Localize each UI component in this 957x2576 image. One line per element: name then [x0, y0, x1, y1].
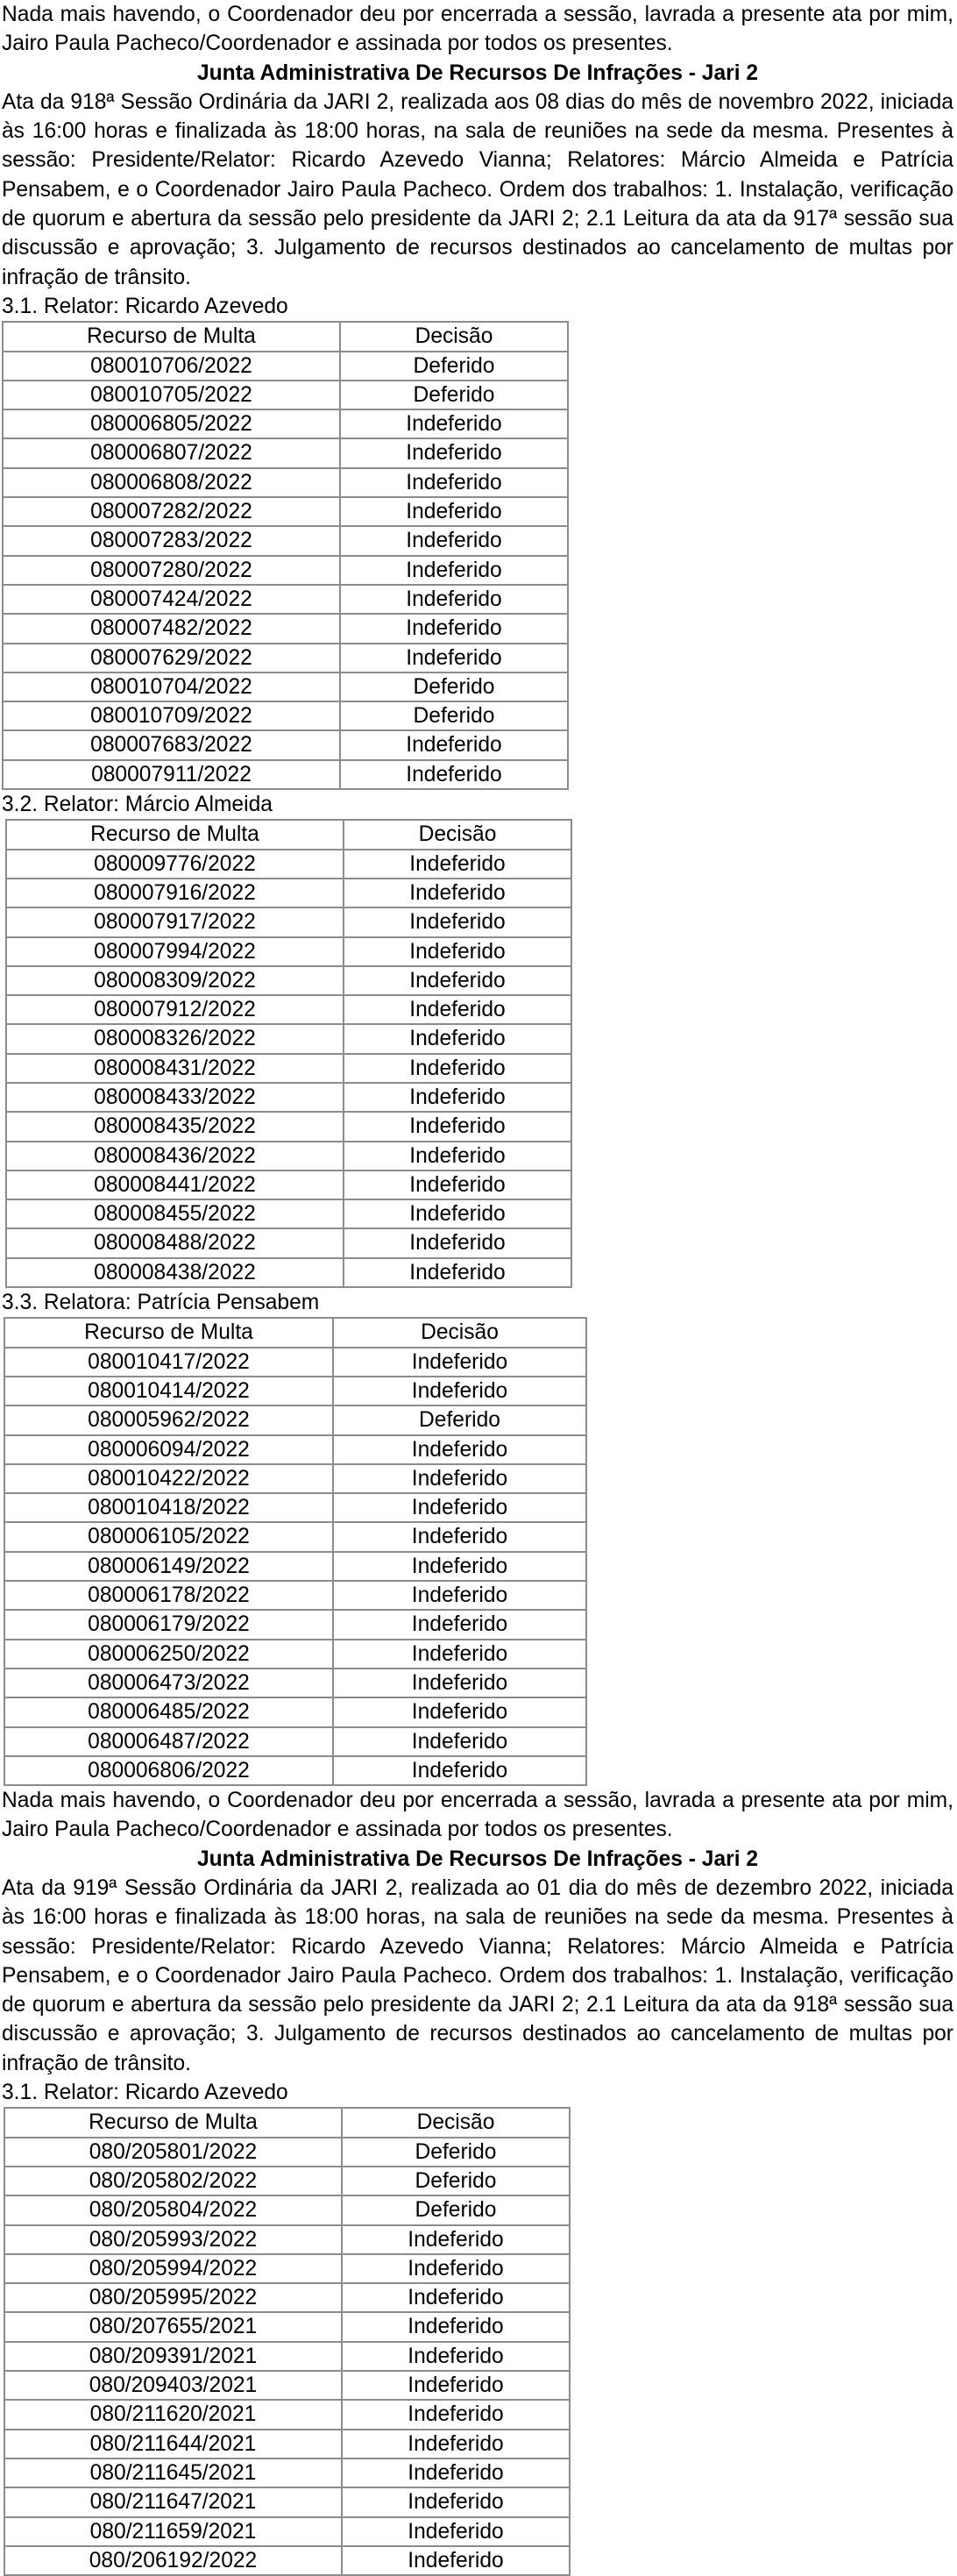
appeal-number: 080007683/2022	[3, 730, 340, 759]
rapporteur-heading: 3.1. Relator: Ricardo Azevedo	[2, 294, 288, 318]
table-row	[4, 2167, 570, 2195]
appeal-number: 080008436/2022	[6, 1142, 344, 1171]
table-row	[6, 1171, 571, 1199]
appeal-number: 080/211644/2021	[4, 2430, 342, 2459]
appeal-number: 080007283/2022	[3, 526, 340, 555]
decision: Indeferido	[344, 1083, 571, 1112]
table-row	[3, 381, 568, 409]
paragraph: Nada mais havendo, o Coordenador deu por encerrada a sessão, lavrada a presente ata por mim, Jairo Paula Pacheco/Coordenador e assinada por todos os presentes.	[2, 3, 953, 56]
table-row	[4, 2283, 570, 2312]
appeal-number: 080006149/2022	[4, 1552, 333, 1581]
appeal-number: 080010709/2022	[3, 701, 340, 730]
appeal-number: 080007994/2022	[6, 937, 344, 966]
decision: Indeferido	[340, 730, 568, 759]
decision: Deferido	[340, 352, 568, 381]
appeal-number: 080008488/2022	[6, 1228, 344, 1257]
decision: Deferido	[340, 701, 568, 730]
decision: Indeferido	[340, 438, 568, 467]
appeal-number: 080006179/2022	[4, 1610, 333, 1639]
paragraph: Ata da 918ª Sessão Ordinária da JARI 2, realizada aos 08 dias do mês de novembro 2022, iniciada às 16:00 horas e finalizada às 18:00 horas, na sala de reuniões na sede da mesma. Presentes à sessão: Presidente/Relator: Ricardo Azevedo Vianna; Relatores: Márcio Almeida e Patrícia Pensabem, e o Coordenador Jairo Paula Pacheco. Ordem dos trabalhos: 1. Instalação, verificação de quorum e abertura da sessão pelo presidente da JARI 2; 2.1 Leitura da ata da 917ª sessão sua discussão e aprovação; 3. Julgamento de recursos destinados ao cancelamento de multas por infração de trânsito.	[2, 89, 953, 289]
appeal-number: 080006105/2022	[4, 1522, 333, 1551]
table-row	[4, 1348, 586, 1377]
rapporteur-heading: 3.3. Relatora: Patrícia Pensabem	[2, 1291, 320, 1315]
table-row	[4, 1522, 586, 1551]
appeal-number: 080/209391/2021	[4, 2342, 342, 2371]
rapporteur-heading: 3.1. Relator: Ricardo Azevedo	[2, 2081, 288, 2105]
table-row	[4, 2517, 570, 2546]
appeal-number: 080010704/2022	[3, 672, 340, 701]
table-row	[6, 937, 571, 966]
appeal-number: 080007280/2022	[3, 556, 340, 585]
table-row	[6, 850, 571, 879]
table-row	[4, 2459, 570, 2487]
table-row	[6, 1024, 571, 1053]
table-row	[4, 2371, 570, 2400]
appeal-number: 080008455/2022	[6, 1199, 344, 1228]
appeal-number: 080006487/2022	[4, 1727, 333, 1756]
table-row	[4, 2487, 570, 2516]
decision: Indeferido	[340, 585, 568, 614]
decision: Indeferido	[344, 1054, 571, 1083]
table-row	[4, 1493, 586, 1522]
table-row	[3, 701, 568, 730]
table-row	[4, 1697, 586, 1726]
decision: Indeferido	[333, 1697, 586, 1726]
appeal-number: 080/211645/2021	[4, 2459, 342, 2487]
decision: Indeferido	[333, 1610, 586, 1639]
table-row	[4, 1610, 586, 1639]
decision-table	[4, 2107, 571, 2576]
column-header: Decisão	[333, 1318, 586, 1347]
decision: Indeferido	[344, 879, 571, 907]
decision-table	[4, 1317, 587, 1786]
appeal-number: 080006485/2022	[4, 1697, 333, 1726]
column-header: Decisão	[344, 820, 571, 849]
appeal-number: 080008433/2022	[6, 1083, 344, 1112]
decision: Indeferido	[333, 1377, 586, 1405]
decision: Indeferido	[344, 966, 571, 995]
table-row	[3, 556, 568, 585]
appeal-number: 080008326/2022	[6, 1024, 344, 1053]
appeal-number: 080010706/2022	[3, 352, 340, 381]
decision: Indeferido	[340, 614, 568, 643]
table-row	[3, 352, 568, 381]
section-title: Junta Administrativa De Recursos De Infrações - Jari 2	[196, 60, 759, 85]
appeal-number: 080/211659/2021	[4, 2517, 342, 2546]
decision: Indeferido	[344, 1112, 571, 1141]
decision: Indeferido	[344, 850, 571, 879]
appeal-number: 080007912/2022	[6, 995, 344, 1024]
table-header-row	[6, 820, 571, 849]
rapporteur-heading: 3.2. Relator: Márcio Almeida	[2, 793, 273, 817]
decision: Deferido	[340, 381, 568, 409]
decision: Indeferido	[342, 2459, 570, 2487]
table-row	[3, 526, 568, 555]
table-row	[3, 438, 568, 467]
decision: Indeferido	[344, 1199, 571, 1228]
appeal-number: 080006094/2022	[4, 1435, 333, 1464]
decision: Indeferido	[333, 1552, 586, 1581]
column-header: Recurso de Multa	[3, 322, 340, 351]
appeal-number: 080006807/2022	[3, 438, 340, 467]
appeal-number: 080/205995/2022	[4, 2283, 342, 2312]
table-row	[4, 1669, 586, 1697]
column-header: Decisão	[340, 322, 568, 351]
table-row	[3, 730, 568, 759]
table-row	[4, 2546, 570, 2575]
table-row	[4, 2254, 570, 2283]
decision: Indeferido	[333, 1522, 586, 1551]
appeal-number: 080005962/2022	[4, 1405, 333, 1434]
table-header-row	[3, 322, 568, 351]
appeal-number: 080010417/2022	[4, 1348, 333, 1377]
column-header: Recurso de Multa	[4, 1318, 333, 1347]
appeal-number: 080/207655/2021	[4, 2312, 342, 2341]
table-row	[4, 1581, 586, 1610]
appeal-number: 080006178/2022	[4, 1581, 333, 1610]
decision: Indeferido	[333, 1669, 586, 1697]
table-header-row	[4, 2108, 570, 2137]
decision: Indeferido	[344, 907, 571, 936]
table-row	[3, 468, 568, 497]
table-row	[6, 1142, 571, 1171]
appeal-number: 080007629/2022	[3, 644, 340, 672]
appeal-number: 080/205802/2022	[4, 2167, 342, 2195]
table-row	[6, 995, 571, 1024]
decision: Indeferido	[340, 526, 568, 555]
appeal-number: 080007916/2022	[6, 879, 344, 907]
table-row	[4, 1405, 586, 1434]
decision: Indeferido	[340, 409, 568, 438]
table-row	[4, 2225, 570, 2254]
decision: Deferido	[342, 2195, 570, 2224]
section-title: Junta Administrativa De Recursos De Infrações - Jari 2	[196, 1847, 759, 1871]
table-row	[3, 644, 568, 672]
decision: Indeferido	[344, 995, 571, 1024]
decision: Indeferido	[342, 2371, 570, 2400]
appeal-number: 080007282/2022	[3, 497, 340, 526]
appeal-number: 080/211647/2021	[4, 2487, 342, 2516]
appeal-number: 080010422/2022	[4, 1464, 333, 1493]
decision: Indeferido	[344, 1258, 571, 1287]
table-row	[6, 879, 571, 907]
appeal-number: 080007911/2022	[3, 760, 340, 789]
table-row	[6, 966, 571, 995]
decision: Indeferido	[342, 2400, 570, 2429]
decision: Indeferido	[340, 556, 568, 585]
decision: Indeferido	[333, 1435, 586, 1464]
table-row	[4, 1435, 586, 1464]
decision: Deferido	[342, 2138, 570, 2167]
appeal-number: 080006473/2022	[4, 1669, 333, 1697]
appeal-number: 080008438/2022	[6, 1258, 344, 1287]
paragraph: Ata da 919ª Sessão Ordinária da JARI 2, realizada ao 01 dia do mês de dezembro 2022, iniciada às 16:00 horas e finalizada às 18:00 horas, na sala de reuniões na sede da mesma. Presentes à sessão: Presidente/Relator: Ricardo Azevedo Vianna; Relatores: Márcio Almeida e Patrícia Pensabem, e o Coordenador Jairo Paula Pacheco. Ordem dos trabalhos: 1. Instalação, verificação de quorum e abertura da sessão pelo presidente da JARI 2; 2.1 Leitura da ata da 918ª sessão sua discussão e aprovação; 3. Julgamento de recursos destinados ao cancelamento de multas por infração de trânsito.	[2, 1876, 953, 2075]
table-row	[6, 1112, 571, 1141]
decision: Deferido	[340, 672, 568, 701]
table-row	[4, 1640, 586, 1669]
table-row	[3, 760, 568, 789]
table-row	[4, 2430, 570, 2459]
decision: Indeferido	[344, 1228, 571, 1257]
decision: Deferido	[333, 1405, 586, 1434]
appeal-number: 080008441/2022	[6, 1171, 344, 1199]
table-row	[6, 1054, 571, 1083]
appeal-number: 080/205804/2022	[4, 2195, 342, 2224]
decision: Indeferido	[344, 1142, 571, 1171]
decision: Deferido	[342, 2167, 570, 2195]
decision: Indeferido	[342, 2254, 570, 2283]
appeal-number: 080/209403/2021	[4, 2371, 342, 2400]
decision: Indeferido	[333, 1464, 586, 1493]
table-row	[4, 1464, 586, 1493]
column-header: Recurso de Multa	[4, 2108, 342, 2137]
decision: Indeferido	[340, 760, 568, 789]
decision-table	[5, 819, 572, 1288]
table-row	[3, 409, 568, 438]
decision: Indeferido	[342, 2487, 570, 2516]
appeal-number: 080008431/2022	[6, 1054, 344, 1083]
table-row	[4, 2138, 570, 2167]
appeal-number: 080007482/2022	[3, 614, 340, 643]
appeal-number: 080007917/2022	[6, 907, 344, 936]
decision: Indeferido	[333, 1640, 586, 1669]
decision: Indeferido	[342, 2342, 570, 2371]
table-row	[3, 614, 568, 643]
decision: Indeferido	[342, 2312, 570, 2341]
table-row	[6, 1258, 571, 1287]
table-row	[4, 1756, 586, 1785]
table-row	[4, 1727, 586, 1756]
appeal-number: 080/205801/2022	[4, 2138, 342, 2167]
decision: Indeferido	[342, 2546, 570, 2575]
table-row	[4, 2195, 570, 2224]
table-row	[6, 907, 571, 936]
appeal-number: 080/205993/2022	[4, 2225, 342, 2254]
paragraph: Nada mais havendo, o Coordenador deu por encerrada a sessão, lavrada a presente ata por mim, Jairo Paula Pacheco/Coordenador e assinada por todos os presentes.	[2, 1789, 953, 1842]
table-row	[3, 672, 568, 701]
decision: Indeferido	[342, 2283, 570, 2312]
table-row	[3, 497, 568, 526]
appeal-number: 080008435/2022	[6, 1112, 344, 1141]
decision: Indeferido	[333, 1756, 586, 1785]
decision: Indeferido	[342, 2430, 570, 2459]
decision: Indeferido	[333, 1581, 586, 1610]
decision: Indeferido	[340, 468, 568, 497]
decision: Indeferido	[344, 937, 571, 966]
decision: Indeferido	[340, 497, 568, 526]
appeal-number: 080009776/2022	[6, 850, 344, 879]
decision: Indeferido	[333, 1348, 586, 1377]
table-row	[4, 2342, 570, 2371]
decision-table	[2, 321, 569, 790]
table-header-row	[4, 1318, 586, 1347]
decision: Indeferido	[342, 2225, 570, 2254]
appeal-number: 080006805/2022	[3, 409, 340, 438]
appeal-number: 080/205994/2022	[4, 2254, 342, 2283]
table-row	[4, 2400, 570, 2429]
decision: Indeferido	[342, 2517, 570, 2546]
appeal-number: 080010418/2022	[4, 1493, 333, 1522]
appeal-number: 080/206192/2022	[4, 2546, 342, 2575]
appeal-number: 080006250/2022	[4, 1640, 333, 1669]
appeal-number: 080008309/2022	[6, 966, 344, 995]
table-row	[4, 1377, 586, 1405]
decision: Indeferido	[333, 1493, 586, 1522]
decision: Indeferido	[344, 1171, 571, 1199]
appeal-number: 080/211620/2021	[4, 2400, 342, 2429]
column-header: Recurso de Multa	[6, 820, 344, 849]
table-row	[6, 1199, 571, 1228]
decision: Indeferido	[333, 1727, 586, 1756]
appeal-number: 080006806/2022	[4, 1756, 333, 1785]
table-row	[6, 1083, 571, 1112]
table-row	[4, 1552, 586, 1581]
decision: Indeferido	[344, 1024, 571, 1053]
decision: Indeferido	[340, 644, 568, 672]
appeal-number: 080010414/2022	[4, 1377, 333, 1405]
appeal-number: 080006808/2022	[3, 468, 340, 497]
table-row	[4, 2312, 570, 2341]
appeal-number: 080010705/2022	[3, 381, 340, 409]
table-row	[6, 1228, 571, 1257]
appeal-number: 080007424/2022	[3, 585, 340, 614]
column-header: Decisão	[342, 2108, 570, 2137]
table-row	[3, 585, 568, 614]
